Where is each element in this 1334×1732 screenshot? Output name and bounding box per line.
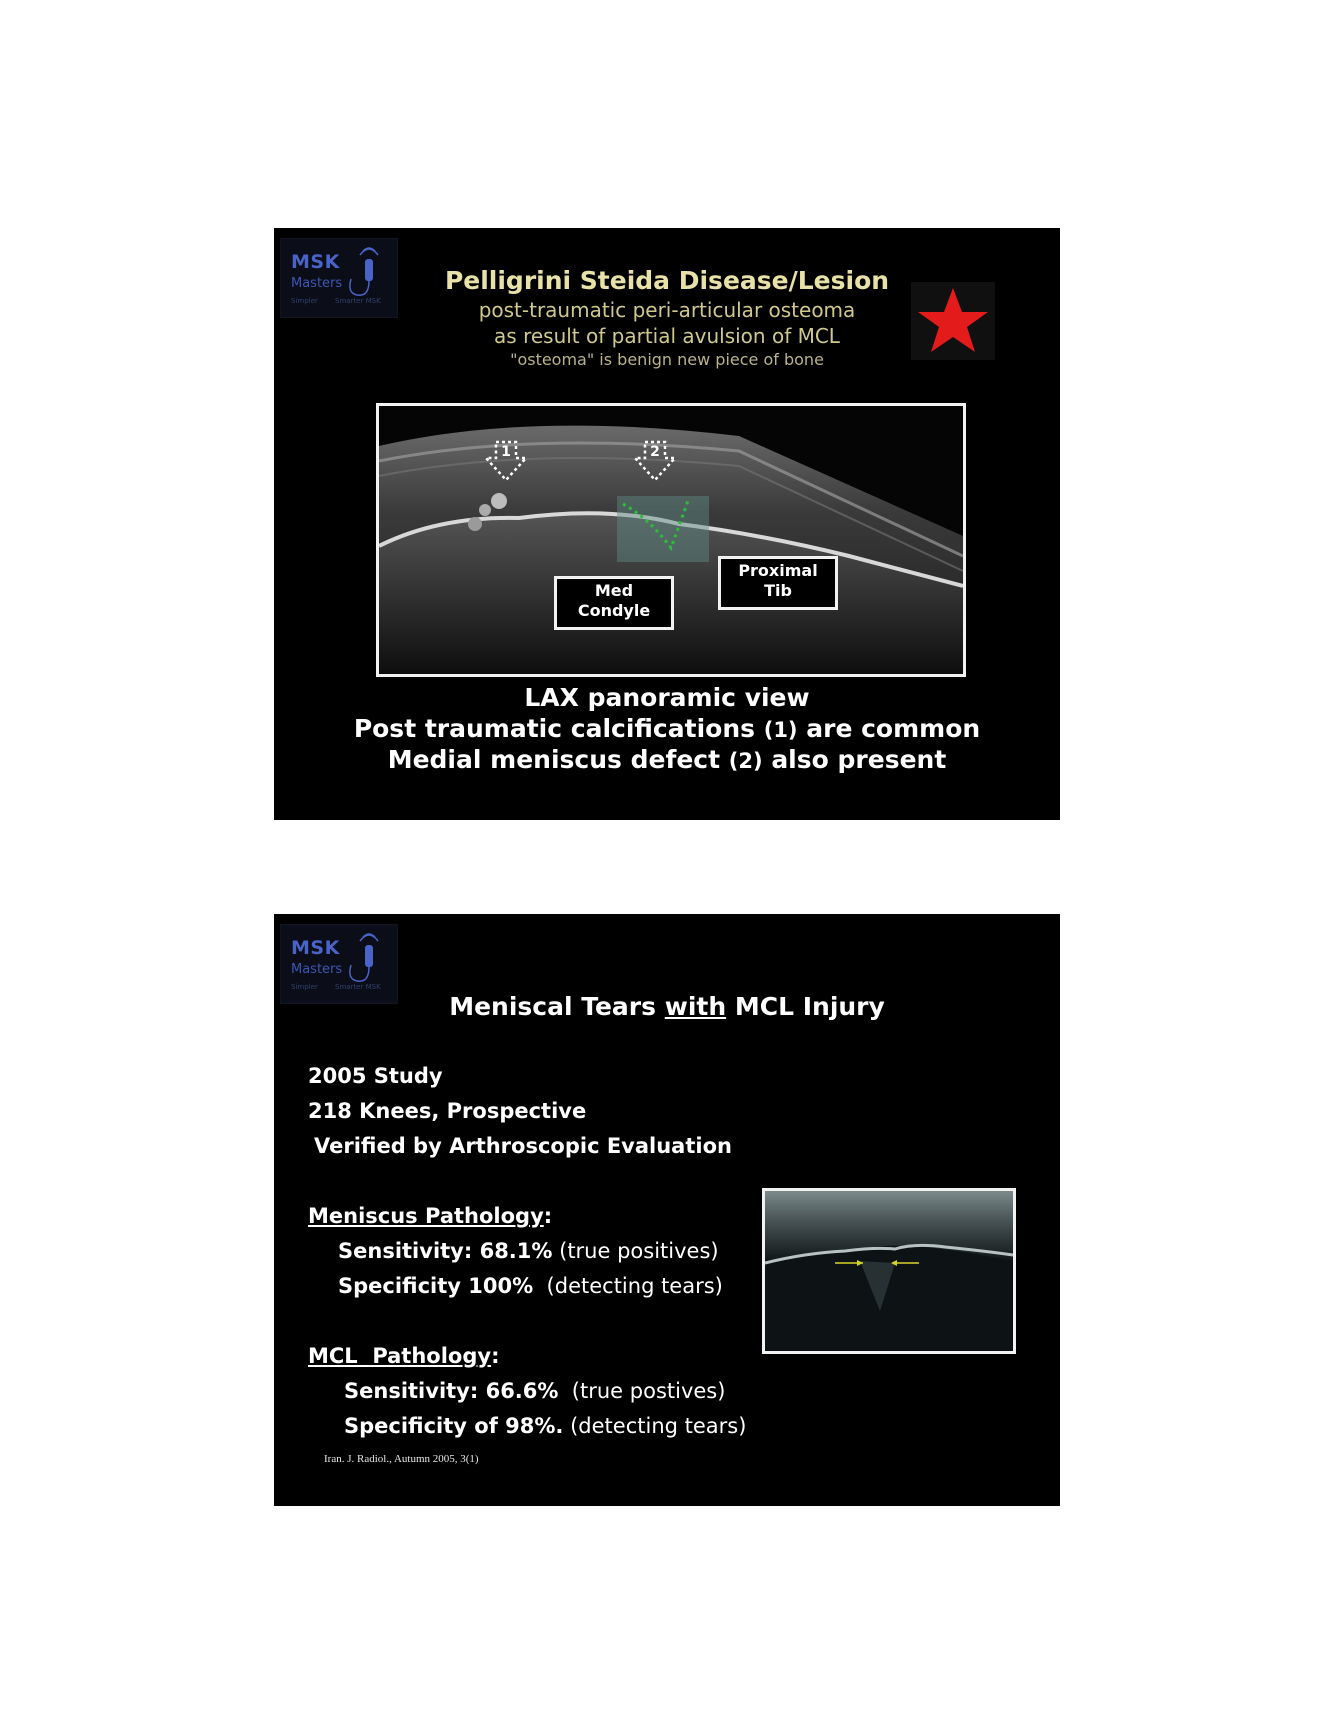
meniscus-sens-label: Sensitivity: 68.1% [338,1239,553,1263]
ultrasound-probe-icon [345,931,389,991]
calcification-spot [479,504,491,516]
calcification-spot [491,493,507,509]
star-badge [911,282,995,360]
meniscus-heading-colon: : [543,1204,553,1228]
meniscus-spec-label: Specificity 100% [338,1274,534,1298]
slide1-subtitle-3: "osteoma" is benign new piece of bone [510,350,824,369]
label-med-condyle [554,576,674,630]
caption-line-2 [274,714,1060,743]
logo-name: Masters [291,962,343,977]
mcl-specificity [344,1414,746,1438]
caption-line-1: LAX panoramic view [524,683,810,712]
slide1-subtitle-2: as result of partial avulsion of MCL [494,324,840,348]
label-tib-line2: Tib [764,581,792,600]
study-year: 2005 Study [308,1064,443,1088]
logo-tag-right: Smarter MSK [335,983,381,991]
calcification-spot [468,517,482,531]
label-med-line1: Med [594,581,634,600]
caption-3a: Medial meniscus defect [387,745,721,774]
logo-brand: MSK [291,937,340,959]
caption-2a: Post traumatic calcifications [353,714,755,743]
reference-citation: Iran. J. Radiol., Autumn 2005, 3(1) [324,1453,479,1465]
meniscus-sensitivity [338,1239,719,1263]
meniscus-spec-note: (detecting tears) [546,1274,723,1298]
meniscus-heading-text: Meniscus Pathology [308,1204,544,1228]
verified-note: Verified by Arthroscopic Evaluation [314,1134,732,1158]
slide-meniscal-tears [274,914,1060,1506]
mcl-spec-note: (detecting tears) [570,1414,747,1438]
ultrasound-meniscus-image [762,1188,1016,1354]
mcl-sens-label: Sensitivity: 66.6% [344,1379,559,1403]
logo-tag-left: Simpler [291,983,318,991]
slide2-title [274,992,1060,1021]
caption-2b: are common [806,714,981,743]
caption-line-3 [274,745,1060,774]
logo-brand: MSK [291,251,340,273]
mcl-sens-note: (true postives) [571,1379,726,1403]
logo-name: Masters [291,276,343,291]
label-med-line2: Condyle [577,601,651,620]
label-tib-line1: Proximal [738,561,818,580]
caption-3-num: (2) [728,749,763,773]
caption-2-num: (1) [763,718,798,742]
knees-count: 218 Knees, Prospective [308,1099,587,1123]
slide1-subtitle-1: post-traumatic peri-articular osteoma [478,298,856,322]
caption-3b: also present [771,745,947,774]
mcl-heading [308,1344,499,1368]
mcl-heading-text: MCL Pathology [308,1344,492,1368]
mcl-spec-label: Specificity of 98%. [344,1414,564,1438]
meniscus-specificity [338,1274,723,1298]
title-underlined: with [664,992,727,1021]
ultrasound-scan [379,406,963,674]
logo-tag-right: Smarter MSK [335,297,381,305]
marker-label-2: 2 [650,444,660,460]
mcl-sensitivity [344,1379,725,1403]
meniscus-heading [308,1204,552,1228]
meniscus-highlight [617,496,709,562]
title-part-a: Meniscal Tears [449,992,656,1021]
title-part-b: MCL Injury [734,992,885,1021]
logo-tag-left: Simpler [291,297,318,305]
ultrasound-scan [765,1191,1013,1351]
label-proximal-tib [718,556,838,610]
meniscus-sens-note: (true positives) [559,1239,719,1263]
mcl-heading-colon: : [491,1344,500,1368]
slide1-title: Pelligrini Steida Disease/Lesion [444,266,890,295]
ultrasound-panoramic-image [376,403,966,677]
marker-label-1: 1 [501,444,511,460]
slide-pelligrini-steida [274,228,1060,820]
star-icon [911,282,995,360]
